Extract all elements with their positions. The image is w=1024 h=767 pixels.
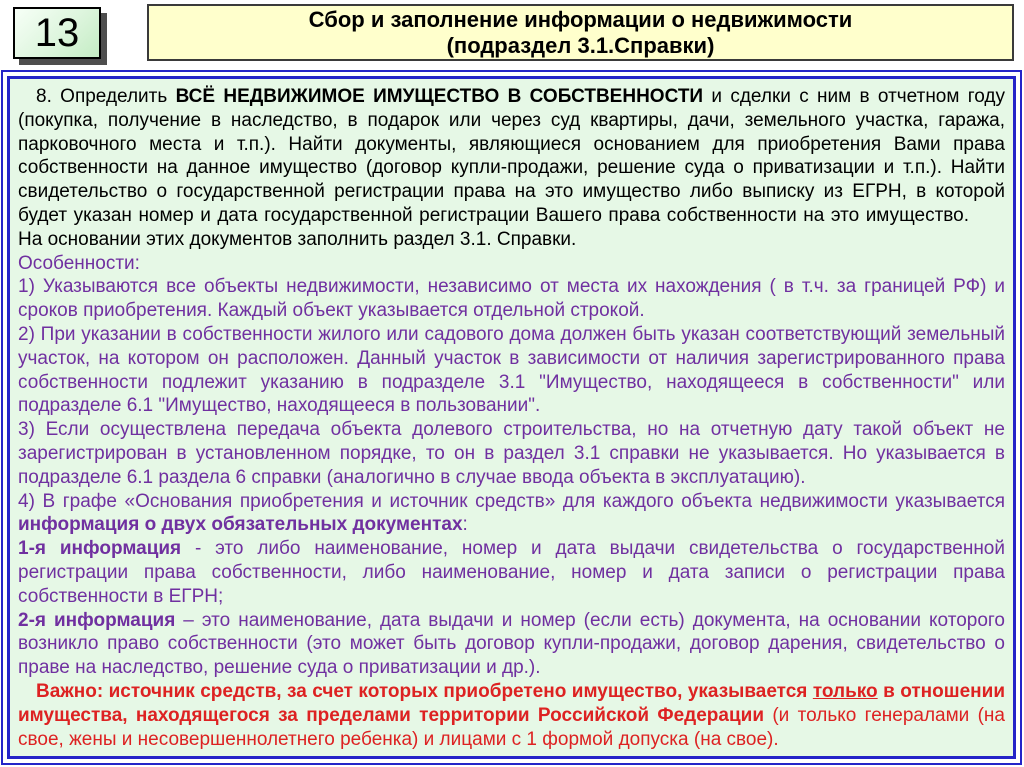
info-2	[18, 609, 1005, 680]
info1-label: 1-я информация	[18, 538, 182, 560]
feature-item-4	[18, 490, 1005, 538]
info2-text: – это наименование, дата выдачи и номер (если есть) документа, на основании которого возникло право собственности (это может быть договор купли-продажи, договор дарения, свидетельство о праве на наследство, решение суда о приватизации и др.).	[18, 609, 1005, 679]
important-bold-2: в отношении имущества, находящегося за пределами территории Российской Федерации	[18, 680, 1006, 726]
feature-item-1: 1) Указываются все объекты недвижимости, независимо от места их нахождения ( в т.ч. за границей РФ) и сроков приобретения. Каждый объект указывается отдельной строкой.	[18, 276, 1005, 322]
item4-bold: информация о двух обязательных документах	[18, 514, 463, 536]
content-panel	[7, 76, 1016, 759]
slide-number-box	[13, 7, 101, 59]
important-note	[18, 680, 1005, 751]
p8-bold-property: ВСЁ НЕДВИЖИМОЕ ИМУЩЕСТВО В СОБСТВЕННОСТИ	[175, 86, 704, 107]
slide-title-line1: Сбор и заполнение информации о недвижимости	[308, 6, 853, 32]
important-bold-1: Важно: источник средств, за счет которых приобретено имущество, указывается	[36, 680, 813, 702]
important-regular-text: (и только генералами (на свое, жены и несовершеннолетнего ребенка) и лицами с 1 формой допуска (на свое).	[18, 704, 1005, 750]
feature-item-2: 2) При указании в собственности жилого или садового дома должен быть указан соответствующий земельный участок, на котором он расположен. Данный участок в зависимости от наличия зарегистрированного права собственности подлежит указанию в подразделе 3.1 "Имущество, находящееся в собственности" или подразделе 6.1 "Имущество, находящееся в пользовании".	[18, 323, 1005, 417]
important-underlined-word: только	[812, 680, 878, 702]
feature-item-3: 3) Если осуществлена передача объекта долевого строительства, но на отчетную дату такой объект не зарегистрирован в установленном порядке, то он в раздел 3.1 справки не указывается. Но указывается в подразделе 6.1 раздела 6 справки (аналогично в случае ввода объекта в эксплуатацию).	[18, 419, 1005, 488]
content-frame	[1, 70, 1022, 765]
features-heading: Особенности:	[18, 252, 140, 274]
item4-lead: 4) В графе «Основания приобретения и источник средств» для каждого объекта недвижимости указывается	[18, 490, 1005, 512]
slide-number: 13	[34, 10, 80, 55]
paragraph-8	[18, 85, 1005, 252]
slide-title-line2: (подраздел 3.1.Справки)	[446, 32, 715, 58]
p8-tail: На основании этих документов заполнить раздел 3.1. Справки.	[18, 228, 577, 250]
p8-body-text: и сделки с ним в отчетном году (покупка, получение в наследство, в подарок или через суд квартиры, дачи, земельного участка, гаража, парковочного места и т.п.). Найти документы, являющиеся основанием для приобретения Вами права собственности на данное имущество (договор купли-продажи, решение суда о приватизации и т.п.). Найти свидетельство о государственной регистрации права на это имущество либо выписку из ЕГРН, в которой будет указан номер и дата государственной регистрации Вашего права собственности на это имущество.	[18, 86, 1006, 226]
info2-label: 2-я информация	[18, 609, 176, 631]
info-1	[18, 537, 1005, 608]
info1-text: - это либо наименование, номер и дата выдачи свидетельства о государственной регистрации права собственности, либо наименование, номер и дата записи о регистрации права собственности в ЕГРН;	[18, 538, 1005, 607]
item4-tail: :	[462, 514, 468, 536]
p8-lead: 8. Определить	[36, 86, 176, 107]
slide-title-box	[147, 4, 1014, 61]
